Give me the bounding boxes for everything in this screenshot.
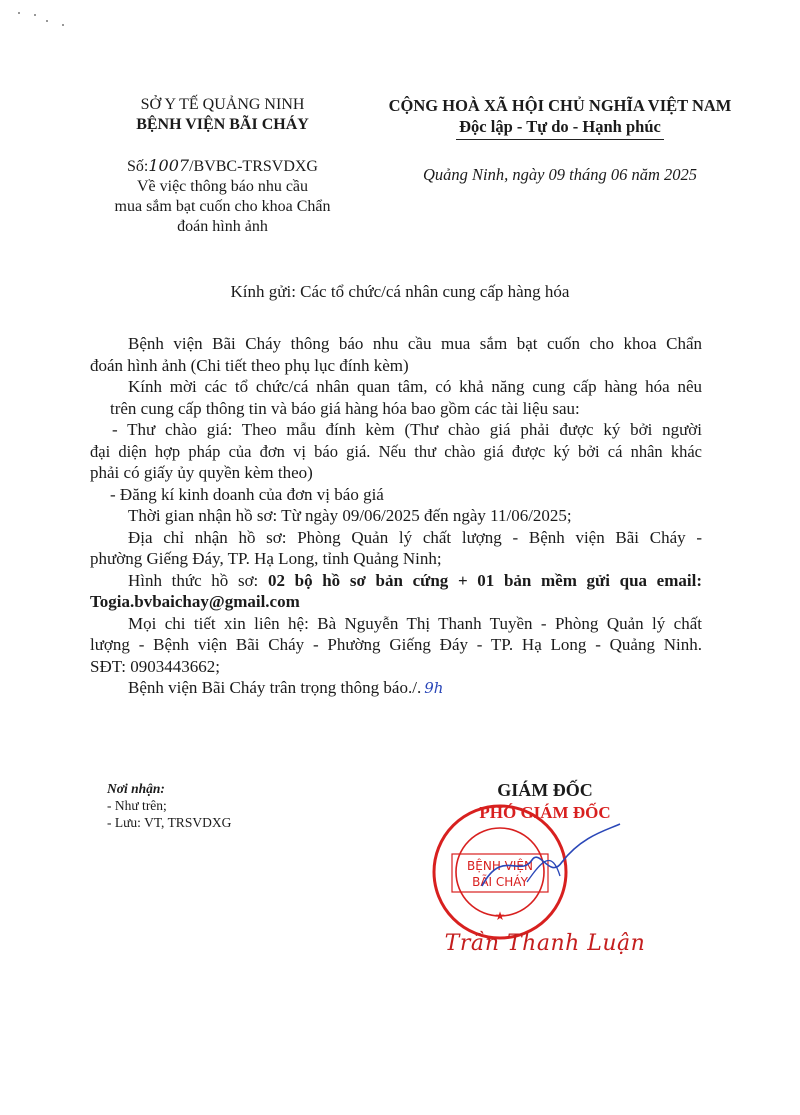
recipients-title: Nơi nhận: xyxy=(107,781,165,796)
receipt-time: Thời gian nhận hồ sơ: Từ ngày 09/06/2025 đến ngày 11/06/2025; xyxy=(128,506,572,525)
closing-line: Bệnh viện Bãi Cháy trân trọng thông báo./. 9h xyxy=(128,678,444,697)
contact-line-2: lượng - Bệnh viện Bãi Cháy - Phường Giếng Đáy - TP. Hạ Long - Quảng Ninh. xyxy=(90,635,702,654)
country-name: CỘNG HOÀ XÃ HỘI CHỦ NGHĨA VIỆT NAM xyxy=(388,96,732,115)
document-number: Số:1007/BVBC-TRSVDXG xyxy=(127,156,318,175)
email-address: Togia.bvbaichay@gmail.com xyxy=(90,592,300,611)
paragraph-1-line-1: Bệnh viện Bãi Cháy thông báo nhu cầu mua sắm bạt cuốn cho khoa Chẩn xyxy=(128,334,702,353)
subject: Về việc thông báo nhu cầu mua sắm bạt cuốn cho khoa Chẩn đoán hình ảnh xyxy=(114,178,331,235)
motto: Độc lập - Tự do - Hạnh phúc xyxy=(456,116,664,140)
address-line-2: phường Giếng Đáy, TP. Hạ Long, tỉnh Quảng Ninh; xyxy=(90,549,442,568)
hospital-name: BỆNH VIỆN BÃI CHÁY xyxy=(136,116,309,133)
document-body xyxy=(90,333,702,700)
header-right xyxy=(360,95,760,185)
stamp-text-line-1: BỆNH VIỆN xyxy=(467,859,533,873)
role-main: GIÁM ĐỐC xyxy=(497,780,593,800)
bullet-1-line-1: - Thư chào giá: Theo mẫu đính kèm (Thư chào giá phải được ký bởi người xyxy=(112,420,702,439)
form-value: 02 bộ hồ sơ bản cứng + 01 bản mềm gửi qua email: xyxy=(267,570,703,590)
svg-text:★: ★ xyxy=(494,909,506,923)
form-line: Hình thức hồ sơ: 02 bộ hồ sơ bản cứng + 01 bản mềm gửi qua email: xyxy=(128,570,703,590)
bullet-1-line-3: phải có giấy ủy quyền kèm theo) xyxy=(90,463,313,482)
paragraph-1-line-2: đoán hình ảnh (Chi tiết theo phụ lục đính kèm) xyxy=(90,355,409,375)
signer-name: Trần Thanh Luận xyxy=(444,931,646,956)
signature-block xyxy=(415,780,675,956)
contact-line-1: Mọi chi tiết xin liên hệ: Bà Nguyễn Thị Thanh Tuyền - Phòng Quản lý chất xyxy=(128,613,702,633)
bullet-2: - Đăng kí kinh doanh của đơn vị báo giá xyxy=(110,484,384,504)
paragraph-2-line-2: trên cung cấp thông tin và báo giá hàng hóa bao gồm các tài liệu sau: xyxy=(110,398,580,418)
recipient-line: Kính gửi: Các tổ chức/cá nhân cung cấp hàng hóa xyxy=(230,282,570,301)
header-left xyxy=(95,95,350,237)
recipients-item: - Như trên; xyxy=(107,798,167,813)
handwritten-initials: 9h xyxy=(424,679,444,697)
bullet-1-line-2: đại diện hợp pháp của đơn vị báo giá. Nếu thư chào giá được ký bởi cá nhân khác xyxy=(90,441,702,461)
address-line-1: Địa chỉ nhận hồ sơ: Phòng Quản lý chất lượng - Bệnh viện Bãi Cháy - xyxy=(128,527,702,547)
contact-phone: SĐT: 0903443662; xyxy=(90,656,220,676)
paragraph-2-line-1: Kính mời các tổ chức/cá nhân quan tâm, có khả năng cung cấp hàng hóa nêu xyxy=(128,377,702,396)
recipients-block xyxy=(107,780,231,831)
department-name: SỞ Y TẾ QUẢNG NINH xyxy=(140,96,305,113)
place-date: Quảng Ninh, ngày 09 tháng 06 năm 2025 xyxy=(422,165,698,184)
role-deputy: PHÓ GIÁM ĐỐC xyxy=(479,803,611,822)
stamp-text-line-2: BÃI CHÁY xyxy=(472,875,528,889)
handwritten-number: 1007 xyxy=(148,156,190,175)
recipients-item: - Lưu: VT, TRSVDXG xyxy=(107,815,232,830)
